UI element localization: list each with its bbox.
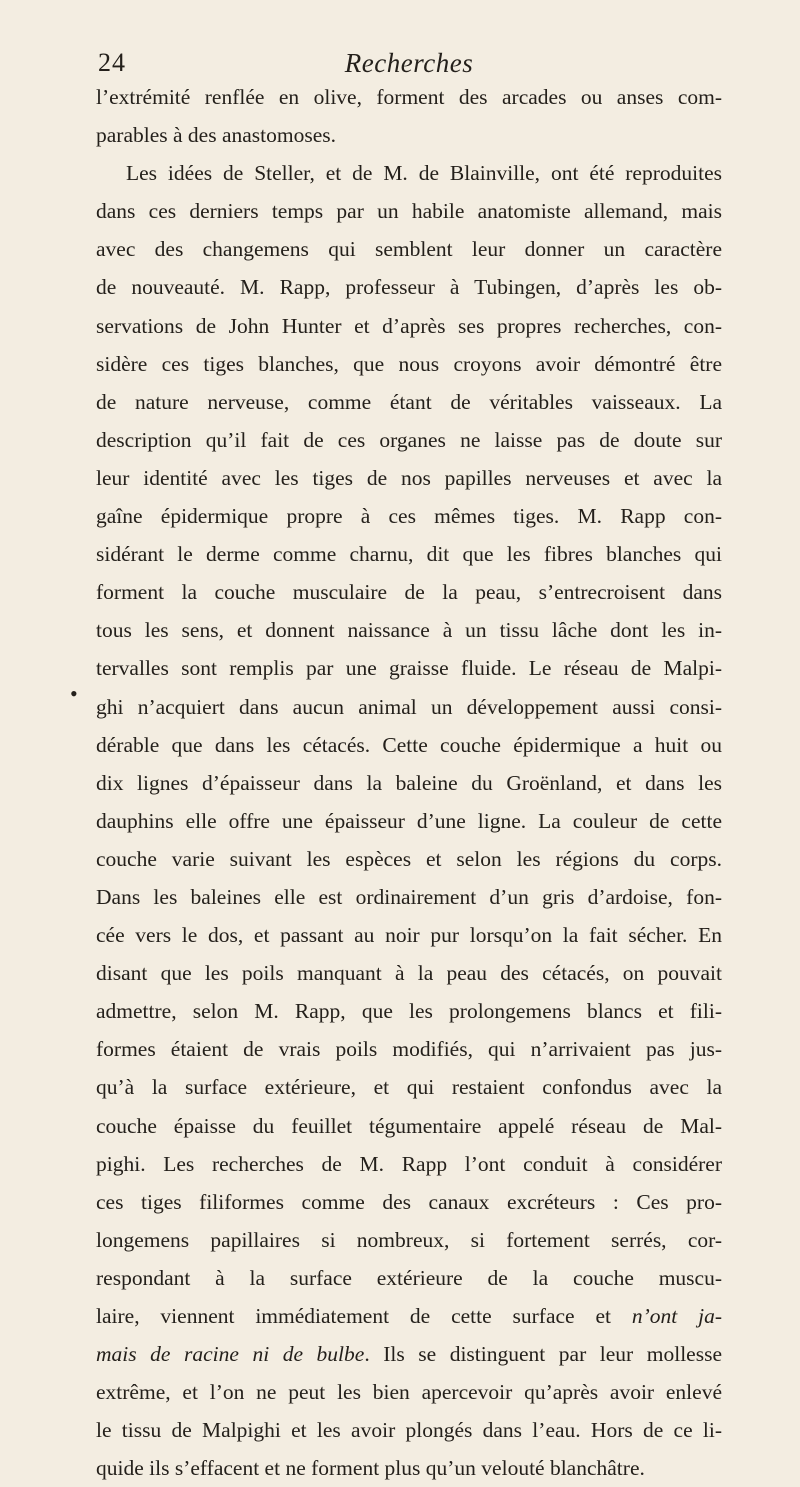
text-line: cée vers le dos, et passant au noir pur lorsqu’on la fait sécher. En <box>96 923 722 948</box>
text-line: longemens papillaires si nombreux, si fortement serrés, cor- <box>96 1227 722 1252</box>
page-number: 24 <box>98 48 126 77</box>
text-line: pighi. Les recherches de M. Rapp l’ont conduit à considérer <box>96 1151 722 1176</box>
running-title: Recherches <box>344 48 474 78</box>
text-line-with-italic <box>96 1297 722 1335</box>
text-line: gaîne épidermique propre à ces mêmes tiges. M. Rapp con- <box>96 504 722 529</box>
text-line: sidère ces tiges blanches, que nous croyons avoir démontré être <box>96 351 722 376</box>
text-line: couche épaisse du feuillet tégumentaire appelé réseau de Mal- <box>96 1113 722 1138</box>
text-line: dans ces derniers temps par un habile anatomiste allemand, mais <box>96 199 722 224</box>
text-segment: laire, viennent immédiatement de cette surface et <box>96 1304 611 1328</box>
text-line: description qu’il fait de ces organes ne laisse pas de doute sur <box>96 427 722 452</box>
text-line: de nouveauté. M. Rapp, professeur à Tubingen, d’après les ob- <box>96 275 722 300</box>
text-line: dérable que dans les cétacés. Cette couche épidermique a huit ou <box>96 732 722 757</box>
text-line: extrême, et l’on ne peut les bien apercevoir qu’après avoir enlevé <box>96 1380 722 1405</box>
text-line: parables à des anastomoses. <box>96 123 337 148</box>
text-line: leur identité avec les tiges de nos papilles nerveuses et avec la <box>96 465 722 490</box>
text-line-with-italic <box>96 1335 722 1373</box>
text-line: de nature nerveuse, comme étant de véritables vaisseaux. La <box>96 389 722 414</box>
text-line: avec des changemens qui semblent leur donner un caractère <box>96 237 722 262</box>
text-line: servations de John Hunter et d’après ses propres recherches, con- <box>96 313 722 338</box>
text-line: ghi n’acquiert dans aucun animal un développement aussi consi- <box>96 694 722 719</box>
text-line: sidérant le derme comme charnu, dit que les fibres blanches qui <box>96 542 722 567</box>
text-line: forment la couche musculaire de la peau, s’entrecroisent dans <box>96 580 722 605</box>
italic-text: mais de racine ni de bulbe <box>96 1342 365 1367</box>
text-line: formes étaient de vrais poils modifiés, qui n’arrivaient pas jus- <box>96 1037 722 1062</box>
text-line: tervalles sont remplis par une graisse fluide. Le réseau de Malpi- <box>96 656 722 681</box>
text-line: admettre, selon M. Rapp, que les prolongemens blancs et fili- <box>96 999 722 1024</box>
text-line: disant que les poils manquant à la peau des cétacés, on pouvait <box>96 961 722 986</box>
text-line: respondant à la surface extérieure de la couche muscu- <box>96 1265 722 1290</box>
text-line: qu’à la surface extérieure, et qui restaient confondus avec la <box>96 1075 722 1100</box>
text-line: ces tiges filiformes comme des canaux excréteurs : Ces pro- <box>96 1189 722 1214</box>
italic-text: n’ont ja- <box>631 1304 722 1328</box>
body-text <box>96 78 722 1487</box>
text-line: dauphins elle offre une épaisseur d’une ligne. La couleur de cette <box>96 808 722 833</box>
margin-dot-mark: • <box>70 681 78 706</box>
text-segment: . Ils se distinguent par leur mollesse <box>364 1342 722 1367</box>
text-line: dix lignes d’épaisseur dans la baleine du Groënland, et dans les <box>96 770 722 795</box>
text-line: tous les sens, et donnent naissance à un tissu lâche dont les in- <box>96 618 722 643</box>
text-line: couche varie suivant les espèces et selon les régions du corps. <box>96 846 722 871</box>
text-line: Les idées de Steller, et de M. de Blainville, ont été reproduites <box>126 161 722 186</box>
text-line: Dans les baleines elle est ordinairement d’un gris d’ardoise, fon- <box>96 884 722 909</box>
text-line: quide ils s’effacent et ne forment plus qu’un velouté blanchâtre. <box>96 1456 645 1481</box>
text-line: le tissu de Malpighi et les avoir plongés dans l’eau. Hors de ce li- <box>96 1418 722 1443</box>
text-line: l’extrémité renflée en olive, forment des arcades ou anses com- <box>96 85 722 109</box>
